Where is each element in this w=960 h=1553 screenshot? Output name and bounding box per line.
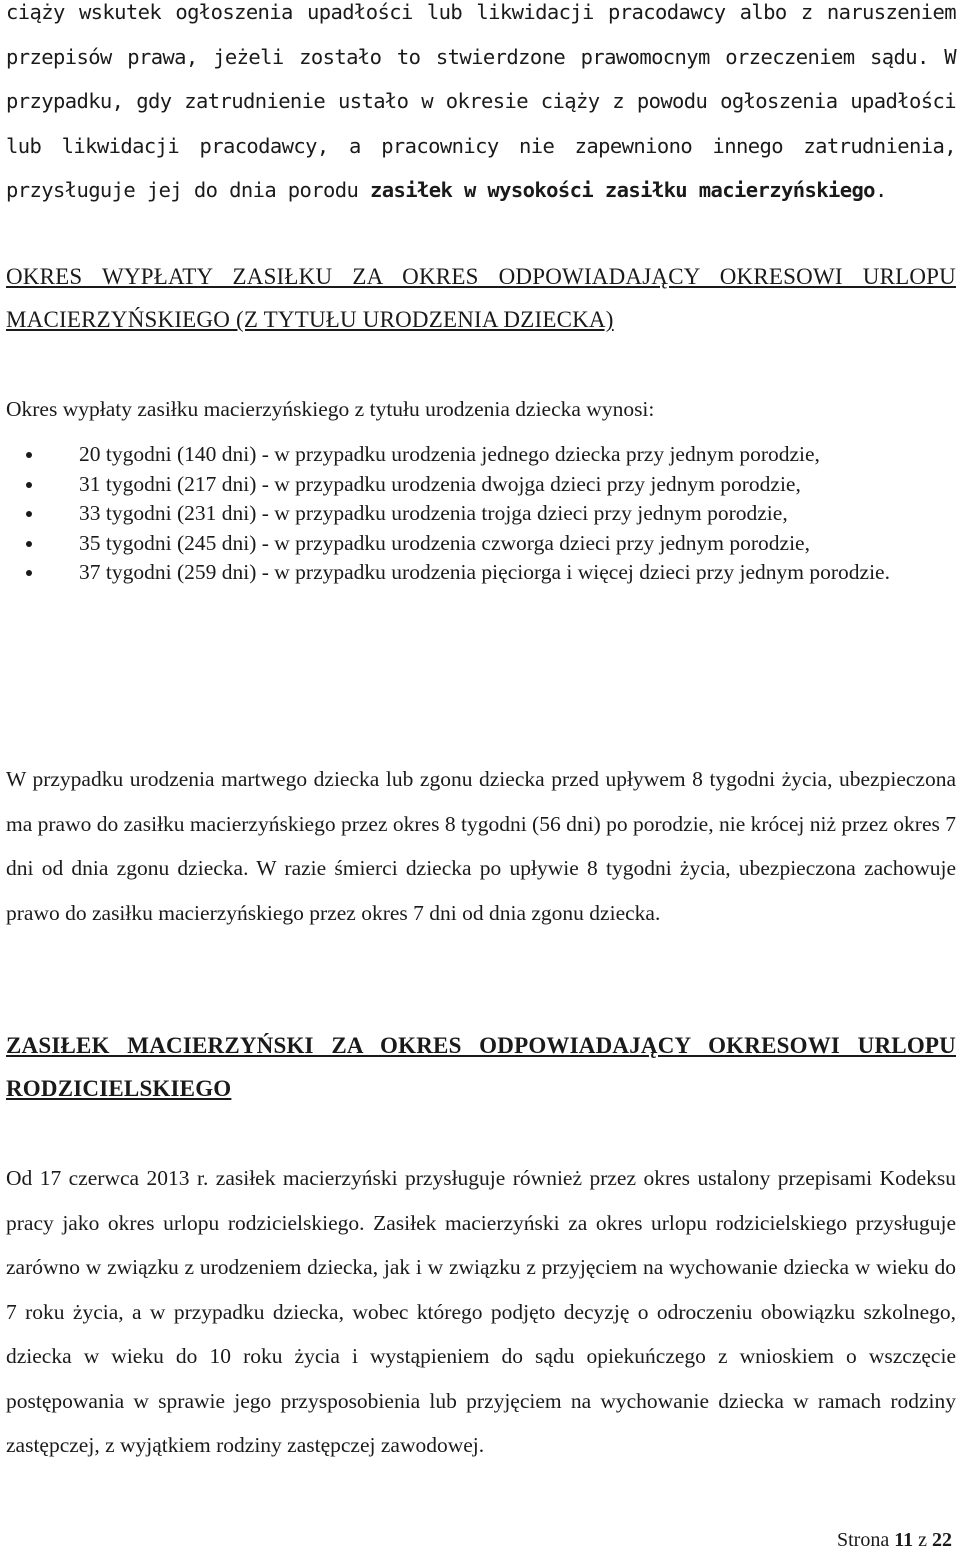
list-item: 33 tygodni (231 dni) - w przypadku urodzenia trojga dzieci przy jednym porodzie, <box>6 499 956 529</box>
intro-bold-text: zasiłek w wysokości zasiłku macierzyńskiego <box>370 178 875 202</box>
heading2-line1: ZASIŁEK MACIERZYŃSKI ZA OKRES ODPOWIADAJĄCY OKRESOWI URLOPU <box>6 1033 956 1058</box>
list-item: 35 tygodni (245 dni) - w przypadku urodzenia czworga dzieci przy jednym porodzie, <box>6 529 956 559</box>
bullet-icon <box>26 570 32 576</box>
list-item: 31 tygodni (217 dni) - w przypadku urodzenia dwojga dzieci przy jednym porodzie, <box>6 470 956 500</box>
entitlement-list <box>6 440 956 588</box>
heading1-line2: MACIERZYŃSKIEGO (Z TYTUŁU URODZENIA DZIECKA) <box>6 307 614 332</box>
lead-paragraph: Okres wypłaty zasiłku macierzyńskiego z tytułu urodzenia dziecka wynosi: <box>6 397 655 421</box>
intro-paragraph <box>6 0 956 213</box>
list-item: 20 tygodni (140 dni) - w przypadku urodzenia jednego dziecka przy jednym porodzie, <box>6 440 956 470</box>
bullet-icon <box>26 511 32 517</box>
stillbirth-paragraph: W przypadku urodzenia martwego dziecka lub zgonu dziecka przed upływem 8 tygodni życia, ubezpieczona ma prawo do zasiłku macierzyńskiego przez okres 8 tygodni (56 dni) po porodzie, nie krócej niż przez okres 7 dni od dnia zgonu dziecka. W razie śmierci dziecka po upływie 8 tygodni życia, ubezpieczona zachowuje prawo do zasiłku macierzyńskiego przez okres 7 dni od dnia zgonu dziecka. <box>6 767 956 925</box>
section-heading-maternity-period <box>6 255 956 341</box>
parental-leave-paragraph: Od 17 czerwca 2013 r. zasiłek macierzyński przysługuje również przez okres ustalony przepisami Kodeksu pracy jako okres urlopu rodzicielskiego. Zasiłek macierzyński za okres urlopu rodzicielskiego przysługuje zarówno w związku z urodzeniem dziecka, jak i w związku z przyjęciem na wychowanie dziecka w wieku do 7 roku życia, a w przypadku dziecka, wobec którego podjęto decyzję o odroczeniu obowiązku szkolnego, dziecka w wieku do 10 roku życia i wystąpieniem do sądu opiekuńczego z wnioskiem o wszczęcie postępowania w sprawie jego przysposobienia lub przyjęciem na wychowanie dziecka w ramach rodziny zastępczej, z wyjątkiem rodziny zastępczej zawodowej. <box>6 1166 956 1457</box>
page-number: Strona 11 z 22 <box>836 1529 952 1551</box>
bullet-icon <box>26 482 32 488</box>
intro-text: ciąży wskutek ogłoszenia upadłości lub likwidacji pracodawcy albo z naruszeniem przepisów prawa, jeżeli zostało to stwierdzone prawomocnym orzeczeniem sądu. W przypadku, gdy zatrudnienie ustało w okresie ciąży z powodu ogłoszenia upadłości lub likwidacji pracodawcy, a pracownicy nie zapewniono innego zatrudnienia, przysługuje jej do dnia porodu <box>6 0 956 202</box>
section-heading-parental-leave <box>6 1024 956 1110</box>
heading1-line1: OKRES WYPŁATY ZASIŁKU ZA OKRES ODPOWIADAJĄCY OKRESOWI URLOPU <box>6 264 956 289</box>
list-item: 37 tygodni (259 dni) - w przypadku urodzenia pięciorga i więcej dzieci przy jednym porodzie. <box>6 558 956 588</box>
bullet-icon <box>26 452 32 458</box>
bullet-icon <box>26 541 32 547</box>
heading2-line2: RODZICIELSKIEGO <box>6 1076 232 1101</box>
intro-end: . <box>874 178 887 202</box>
